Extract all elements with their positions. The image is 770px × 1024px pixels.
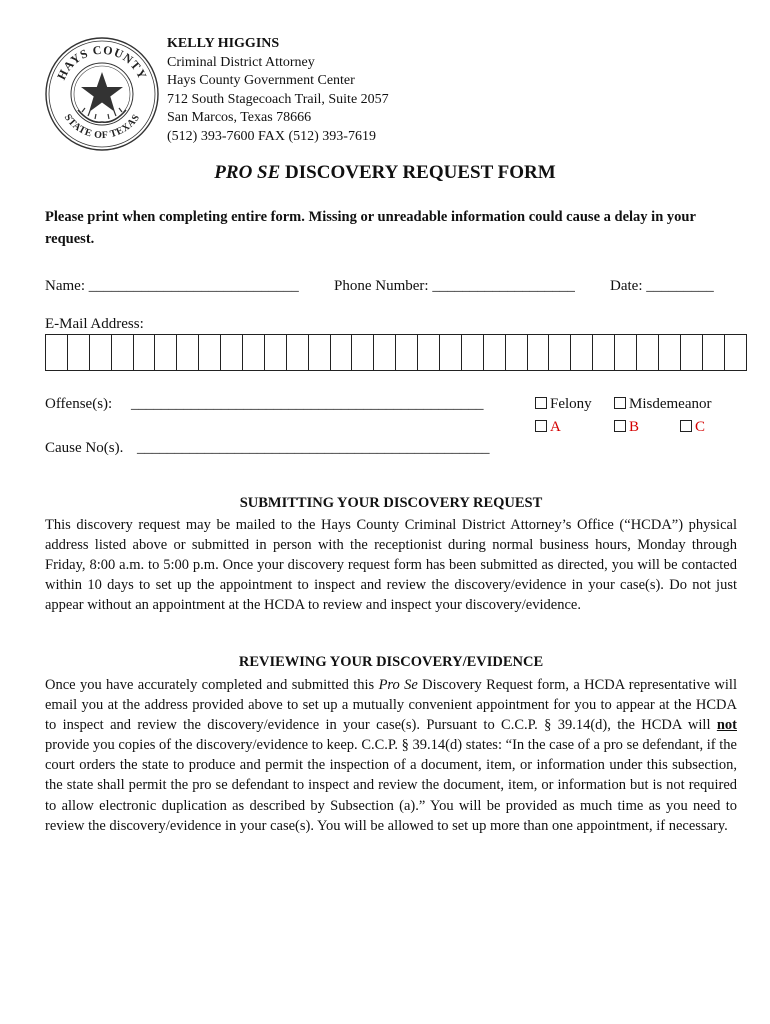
- address-line-1: 712 South Stagecoach Trail, Suite 2057: [167, 91, 389, 107]
- offense-field[interactable]: _______________________________________________: [131, 396, 484, 412]
- name-field[interactable]: Name: ____________________________: [45, 278, 299, 294]
- hays-county-seal: [44, 36, 160, 152]
- attorney-title: Criminal District Attorney: [167, 54, 315, 70]
- reviewing-text-3: provide you copies of the discovery/evidence to keep. C.C.P. § 39.14(d) states: “In the case of a pro se defendant, if the court orders the state to produce and permit the inspection of a document, item, or information under this subsection, the state shall permit the pro se defendant to inspect and review the document, item, or information but is not required to allow electronic duplication as described by Subsection (a).” You will be provided as much time as you need to review the discovery/evidence in your case(s). You will be allowed to set up more than one appointment, if necessary.: [45, 737, 737, 834]
- checkbox-box: [614, 397, 626, 409]
- seal-bottom-text: STATE OF TEXAS: [61, 112, 143, 142]
- form-title-rest: DISCOVERY REQUEST FORM: [280, 162, 556, 183]
- address-line-2: San Marcos, Texas 78666: [167, 110, 312, 126]
- reviewing-text-1: Once you have accurately completed and submitted this: [45, 677, 379, 693]
- reviewing-heading: REVIEWING YOUR DISCOVERY/EVIDENCE: [238, 654, 544, 670]
- phone-fax: (512) 393-7600 FAX (512) 393-7619: [167, 128, 376, 144]
- cause-field[interactable]: _______________________________________________: [137, 440, 490, 456]
- phone-field[interactable]: Phone Number: ___________________: [334, 278, 575, 294]
- class-b-label: B: [629, 419, 640, 435]
- checkbox-box: [680, 420, 692, 432]
- class-c-checkbox[interactable]: [680, 419, 705, 436]
- checkbox-box: [535, 420, 547, 432]
- email-label: E-Mail Address:: [45, 316, 144, 332]
- reviewing-body: [45, 675, 737, 836]
- class-a-checkbox[interactable]: [535, 419, 561, 436]
- submitting-body: This discovery request may be mailed to the Hays County Criminal District Attorney’s Office (“HCDA”) physical address listed above or submitted in person with the receptionist during normal business hours, Monday through Friday, 8:00 a.m. to 5:00 p.m. Once your discovery request form has been submitted as directed, you will be contacted within 10 days to set up the appointment to inspect and review the discovery/evidence in your case(s). Do not just appear without an appointment at the HCDA to review and inspect your discovery/evidence.: [45, 517, 737, 614]
- svg-text:STATE OF TEXAS: [62, 112, 142, 141]
- submitting-heading: SUBMITTING YOUR DISCOVERY REQUEST: [239, 495, 543, 511]
- felony-label: Felony: [550, 396, 592, 412]
- reviewing-pro-se: Pro Se: [378, 677, 418, 693]
- instructions: Please print when completing entire form. Missing or unreadable information could cause a delay in your request.: [45, 209, 696, 247]
- checkbox-box: [535, 397, 547, 409]
- reviewing-not-emphasis: not: [716, 717, 737, 734]
- checkbox-box: [614, 420, 626, 432]
- offense-label: Offense(s):: [45, 396, 113, 412]
- attorney-name: KELLY HIGGINS: [167, 36, 280, 51]
- form-title-italic: PRO SE: [214, 162, 281, 183]
- date-field[interactable]: Date: _________: [610, 278, 714, 294]
- class-b-checkbox[interactable]: [614, 419, 639, 436]
- letterhead: [167, 35, 389, 147]
- class-a-label: A: [550, 419, 561, 435]
- cause-label: Cause No(s).: [45, 440, 124, 456]
- office-name: Hays County Government Center: [167, 73, 355, 89]
- misdemeanor-checkbox[interactable]: [614, 396, 711, 413]
- star-icon: [78, 72, 126, 122]
- misdemeanor-label: Misdemeanor: [629, 396, 712, 412]
- seal-top-text: HAYS COUNTY: [54, 42, 150, 82]
- reviewing-text-2: Discovery Request form, a HCDA representative will email you at the address provided above to set up a mutually convenient appointment for you to appear at the HCDA to inspect and review the discovery/evidence in your case(s). Pursuant to C.C.P. § 39.14(d), the HCDA will: [45, 677, 737, 734]
- email-input-grid[interactable]: [45, 334, 747, 371]
- felony-checkbox[interactable]: [535, 396, 592, 413]
- class-c-label: C: [695, 419, 706, 435]
- form-title: [0, 162, 770, 184]
